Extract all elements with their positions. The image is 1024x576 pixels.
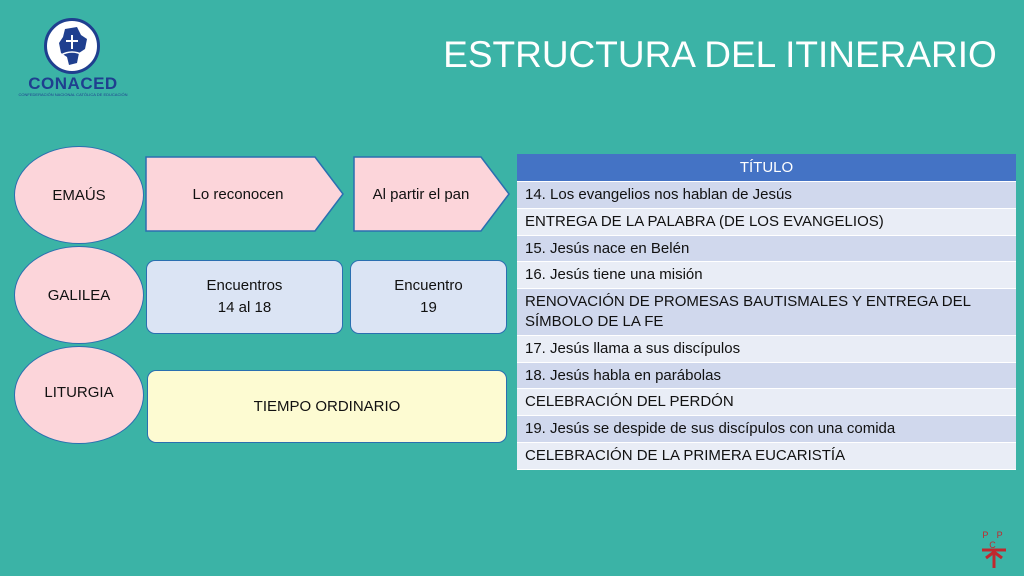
table-cell: 14. Los evangelios nos hablan de Jesús — [517, 182, 1016, 209]
oval-label: GALILEA — [47, 286, 111, 304]
box-label: TIEMPO ORDINARIO — [253, 397, 401, 415]
arrow-label: Al partir el pan — [372, 185, 470, 203]
table-cell: RENOVACIÓN DE PROMESAS BAUTISMALES Y ENTREGA DEL SÍMBOLO DE LA FE — [517, 289, 1016, 336]
table-row — [517, 389, 1016, 416]
conaced-logo — [44, 18, 100, 74]
table-cell: 18. Jesús habla en parábolas — [517, 362, 1016, 389]
box-line: 14 al 18 — [217, 299, 272, 316]
ppc-logo-icon — [978, 540, 1010, 570]
table-cell: ENTREGA DE LA PALABRA (DE LOS EVANGELIOS) — [517, 208, 1016, 235]
arrow-step-lo-reconocen — [148, 160, 328, 228]
page-title: ESTRUCTURA DEL ITINERARIO — [443, 34, 997, 75]
box-tiempo-ordinario — [147, 370, 507, 443]
table-row — [517, 289, 1016, 336]
table-row — [517, 442, 1016, 469]
box-line: Encuentros — [206, 277, 283, 295]
table-row — [517, 416, 1016, 443]
table-cell: 16. Jesús tiene una misión — [517, 262, 1016, 289]
logo-text: CONACED — [28, 74, 118, 93]
arrow-label: Lo reconocen — [192, 185, 284, 203]
ppc-text: P P C — [982, 530, 1006, 550]
arrow-step-al-partir-el-pan — [355, 160, 487, 228]
colombia-map-icon — [47, 21, 97, 71]
table-cell: 17. Jesús llama a sus discípulos — [517, 335, 1016, 362]
table-header: TÍTULO — [517, 154, 1016, 182]
table-row — [517, 335, 1016, 362]
box-encuentros-14-18 — [146, 260, 343, 334]
table-row — [517, 208, 1016, 235]
table-cell: CELEBRACIÓN DE LA PRIMERA EUCARISTÍA — [517, 442, 1016, 469]
table-cell: 19. Jesús se despide de sus discípulos con una comida — [517, 416, 1016, 443]
box-line: 19 — [420, 299, 437, 316]
oval-liturgia — [14, 346, 144, 444]
table-row — [517, 262, 1016, 289]
table-row — [517, 235, 1016, 262]
oval-emaus — [14, 146, 144, 244]
table-cell: CELEBRACIÓN DEL PERDÓN — [517, 389, 1016, 416]
oval-label: LITURGIA — [44, 383, 114, 401]
oval-galilea — [14, 246, 144, 344]
box-line: Encuentro — [394, 277, 463, 295]
logo-subtitle: CONFEDERACIÓN NACIONAL CATÓLICA DE EDUCACIÓN — [18, 92, 128, 97]
table-cell: 15. Jesús nace en Belén — [517, 235, 1016, 262]
table-row — [517, 182, 1016, 209]
oval-label: EMAÚS — [52, 186, 106, 204]
box-encuentro-19 — [350, 260, 507, 334]
table-row — [517, 362, 1016, 389]
itinerary-table — [517, 154, 1016, 470]
